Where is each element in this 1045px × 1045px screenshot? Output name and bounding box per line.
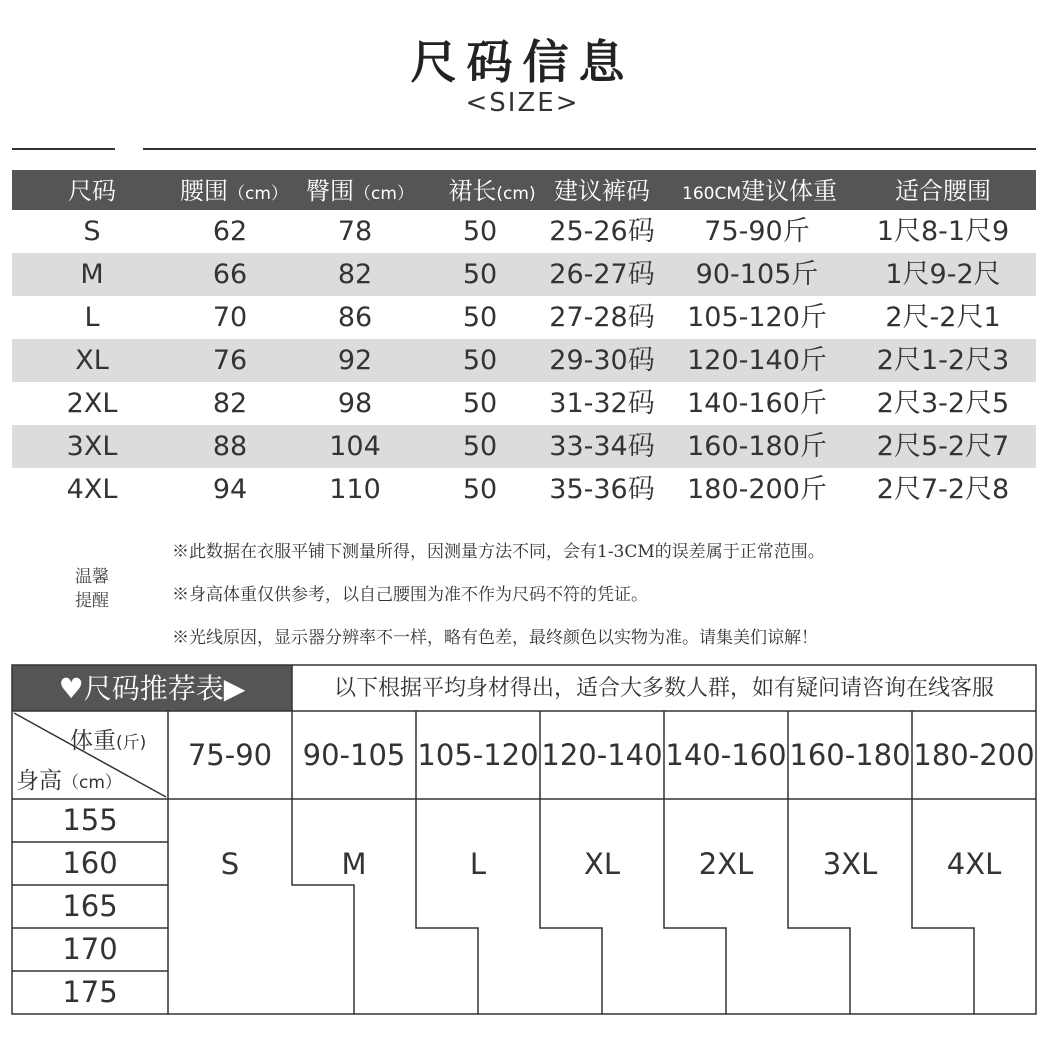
cell-length: 50 — [462, 388, 498, 419]
cell-length: 50 — [462, 302, 498, 333]
weight-header: 90-105 — [302, 738, 406, 772]
size-recommendation: XL — [583, 847, 621, 881]
cell-pants: 25-26码 — [549, 216, 655, 247]
size-recommendation: M — [341, 847, 367, 881]
cell-length: 50 — [462, 345, 498, 376]
cell-pants: 31-32码 — [549, 388, 655, 419]
tip-note: ※身高体重仅供参考，以自己腰围为准不作为尺码不符的凭证。 — [172, 585, 648, 605]
cell-size: 2XL — [66, 388, 118, 419]
cell-size: 4XL — [66, 474, 118, 505]
cell-hip: 86 — [337, 302, 373, 333]
height-label: 170 — [62, 932, 118, 966]
corner-height-label: 身高 — [16, 768, 62, 794]
corner-height-unit: （cm） — [62, 773, 122, 793]
cell-hip: 92 — [337, 345, 373, 376]
cell-hip: 98 — [337, 388, 373, 419]
cell-size: L — [84, 302, 100, 333]
cell-size: S — [83, 216, 101, 247]
cell-waist: 82 — [212, 388, 248, 419]
header-weight-label: 建议体重 — [741, 177, 837, 205]
weight-header: 75-90 — [187, 738, 273, 772]
cell-fit-waist: 1尺8-1尺9 — [876, 216, 1010, 247]
cell-length: 50 — [462, 216, 498, 247]
size-recommendation: 4XL — [946, 847, 1002, 881]
header-length-unit: (cm) — [496, 184, 536, 204]
height-label: 160 — [62, 846, 118, 880]
size-recommendation: 2XL — [698, 847, 754, 881]
header-waist-unit: （cm） — [228, 184, 288, 204]
recommend-title: ♥尺码推荐表▶ — [12, 665, 292, 711]
cell-fit-waist: 2尺1-2尺3 — [876, 345, 1010, 376]
header-length-label: 裙长 — [448, 177, 497, 205]
tip-note: ※此数据在衣服平铺下测量所得，因测量方法不同，会有1-3CM的误差属于正常范围。 — [172, 542, 825, 562]
size-recommendation: S — [220, 847, 240, 881]
corner-height — [16, 762, 122, 795]
cell-pants: 29-30码 — [549, 345, 655, 376]
cell-fit-waist: 1尺9-2尺 — [885, 259, 1001, 290]
header-hip-unit: （cm） — [354, 184, 414, 204]
header-pants: 建议裤码 — [554, 177, 650, 205]
cell-pants: 26-27码 — [549, 259, 655, 290]
cell-pants: 33-34码 — [549, 431, 655, 462]
corner-weight-unit: (斤) — [116, 733, 147, 753]
cell-fit-waist: 2尺5-2尺7 — [876, 431, 1010, 462]
cell-weight: 105-120斤 — [687, 302, 827, 333]
header-size: 尺码 — [68, 177, 116, 205]
cell-hip: 110 — [329, 474, 381, 505]
cell-size: 3XL — [66, 431, 118, 462]
height-label: 175 — [62, 975, 118, 1009]
corner-weight — [70, 722, 146, 755]
page-title: 尺码信息 — [410, 35, 635, 89]
cell-waist: 88 — [212, 431, 248, 462]
weight-header: 160-180 — [789, 738, 911, 772]
cell-length: 50 — [462, 474, 498, 505]
tips-label-line2: 提醒 — [75, 591, 109, 611]
cell-hip: 82 — [337, 259, 373, 290]
cell-weight: 180-200斤 — [687, 474, 827, 505]
cell-waist: 70 — [212, 302, 248, 333]
header-fit-waist: 适合腰围 — [895, 177, 991, 205]
height-label: 165 — [62, 889, 118, 923]
cell-waist: 76 — [212, 345, 248, 376]
cell-waist: 66 — [212, 259, 248, 290]
cell-weight: 140-160斤 — [687, 388, 827, 419]
cell-size: XL — [75, 345, 109, 376]
size-recommendation: L — [469, 847, 487, 881]
recommend-description: 以下根据平均身材得出，适合大多数人群，如有疑问请咨询在线客服 — [333, 676, 994, 701]
cell-pants: 27-28码 — [549, 302, 655, 333]
weight-header: 120-140 — [541, 738, 663, 772]
cell-fit-waist: 2尺-2尺1 — [885, 302, 1001, 333]
size-recommendation: 3XL — [822, 847, 878, 881]
tip-note: ※光线原因，显示器分辨率不一样，略有色差，最终颜色以实物为准。请集美们谅解！ — [172, 628, 818, 648]
corner-weight-label: 体重 — [70, 728, 116, 754]
cell-size: M — [80, 259, 104, 290]
cell-length: 50 — [462, 259, 498, 290]
cell-fit-waist: 2尺7-2尺8 — [876, 474, 1010, 505]
page-subtitle: <SIZE> — [465, 88, 580, 118]
weight-header: 140-160 — [665, 738, 787, 772]
weight-header: 180-200 — [913, 738, 1035, 772]
cell-weight: 120-140斤 — [687, 345, 827, 376]
cell-waist: 94 — [212, 474, 248, 505]
header-weight-prefix: 160CM — [682, 184, 741, 204]
height-label: 155 — [62, 803, 118, 837]
cell-fit-waist: 2尺3-2尺5 — [876, 388, 1010, 419]
cell-pants: 35-36码 — [549, 474, 655, 505]
cell-waist: 62 — [212, 216, 248, 247]
cell-hip: 78 — [337, 216, 373, 247]
cell-hip: 104 — [329, 431, 381, 462]
cell-weight: 160-180斤 — [687, 431, 827, 462]
weight-header: 105-120 — [417, 738, 539, 772]
cell-length: 50 — [462, 431, 498, 462]
tips-label-line1: 温馨 — [75, 567, 109, 587]
cell-weight: 75-90斤 — [704, 216, 810, 247]
header-hip-label: 臀围 — [306, 177, 355, 205]
cell-weight: 90-105斤 — [695, 259, 819, 290]
header-waist-label: 腰围 — [180, 177, 229, 205]
